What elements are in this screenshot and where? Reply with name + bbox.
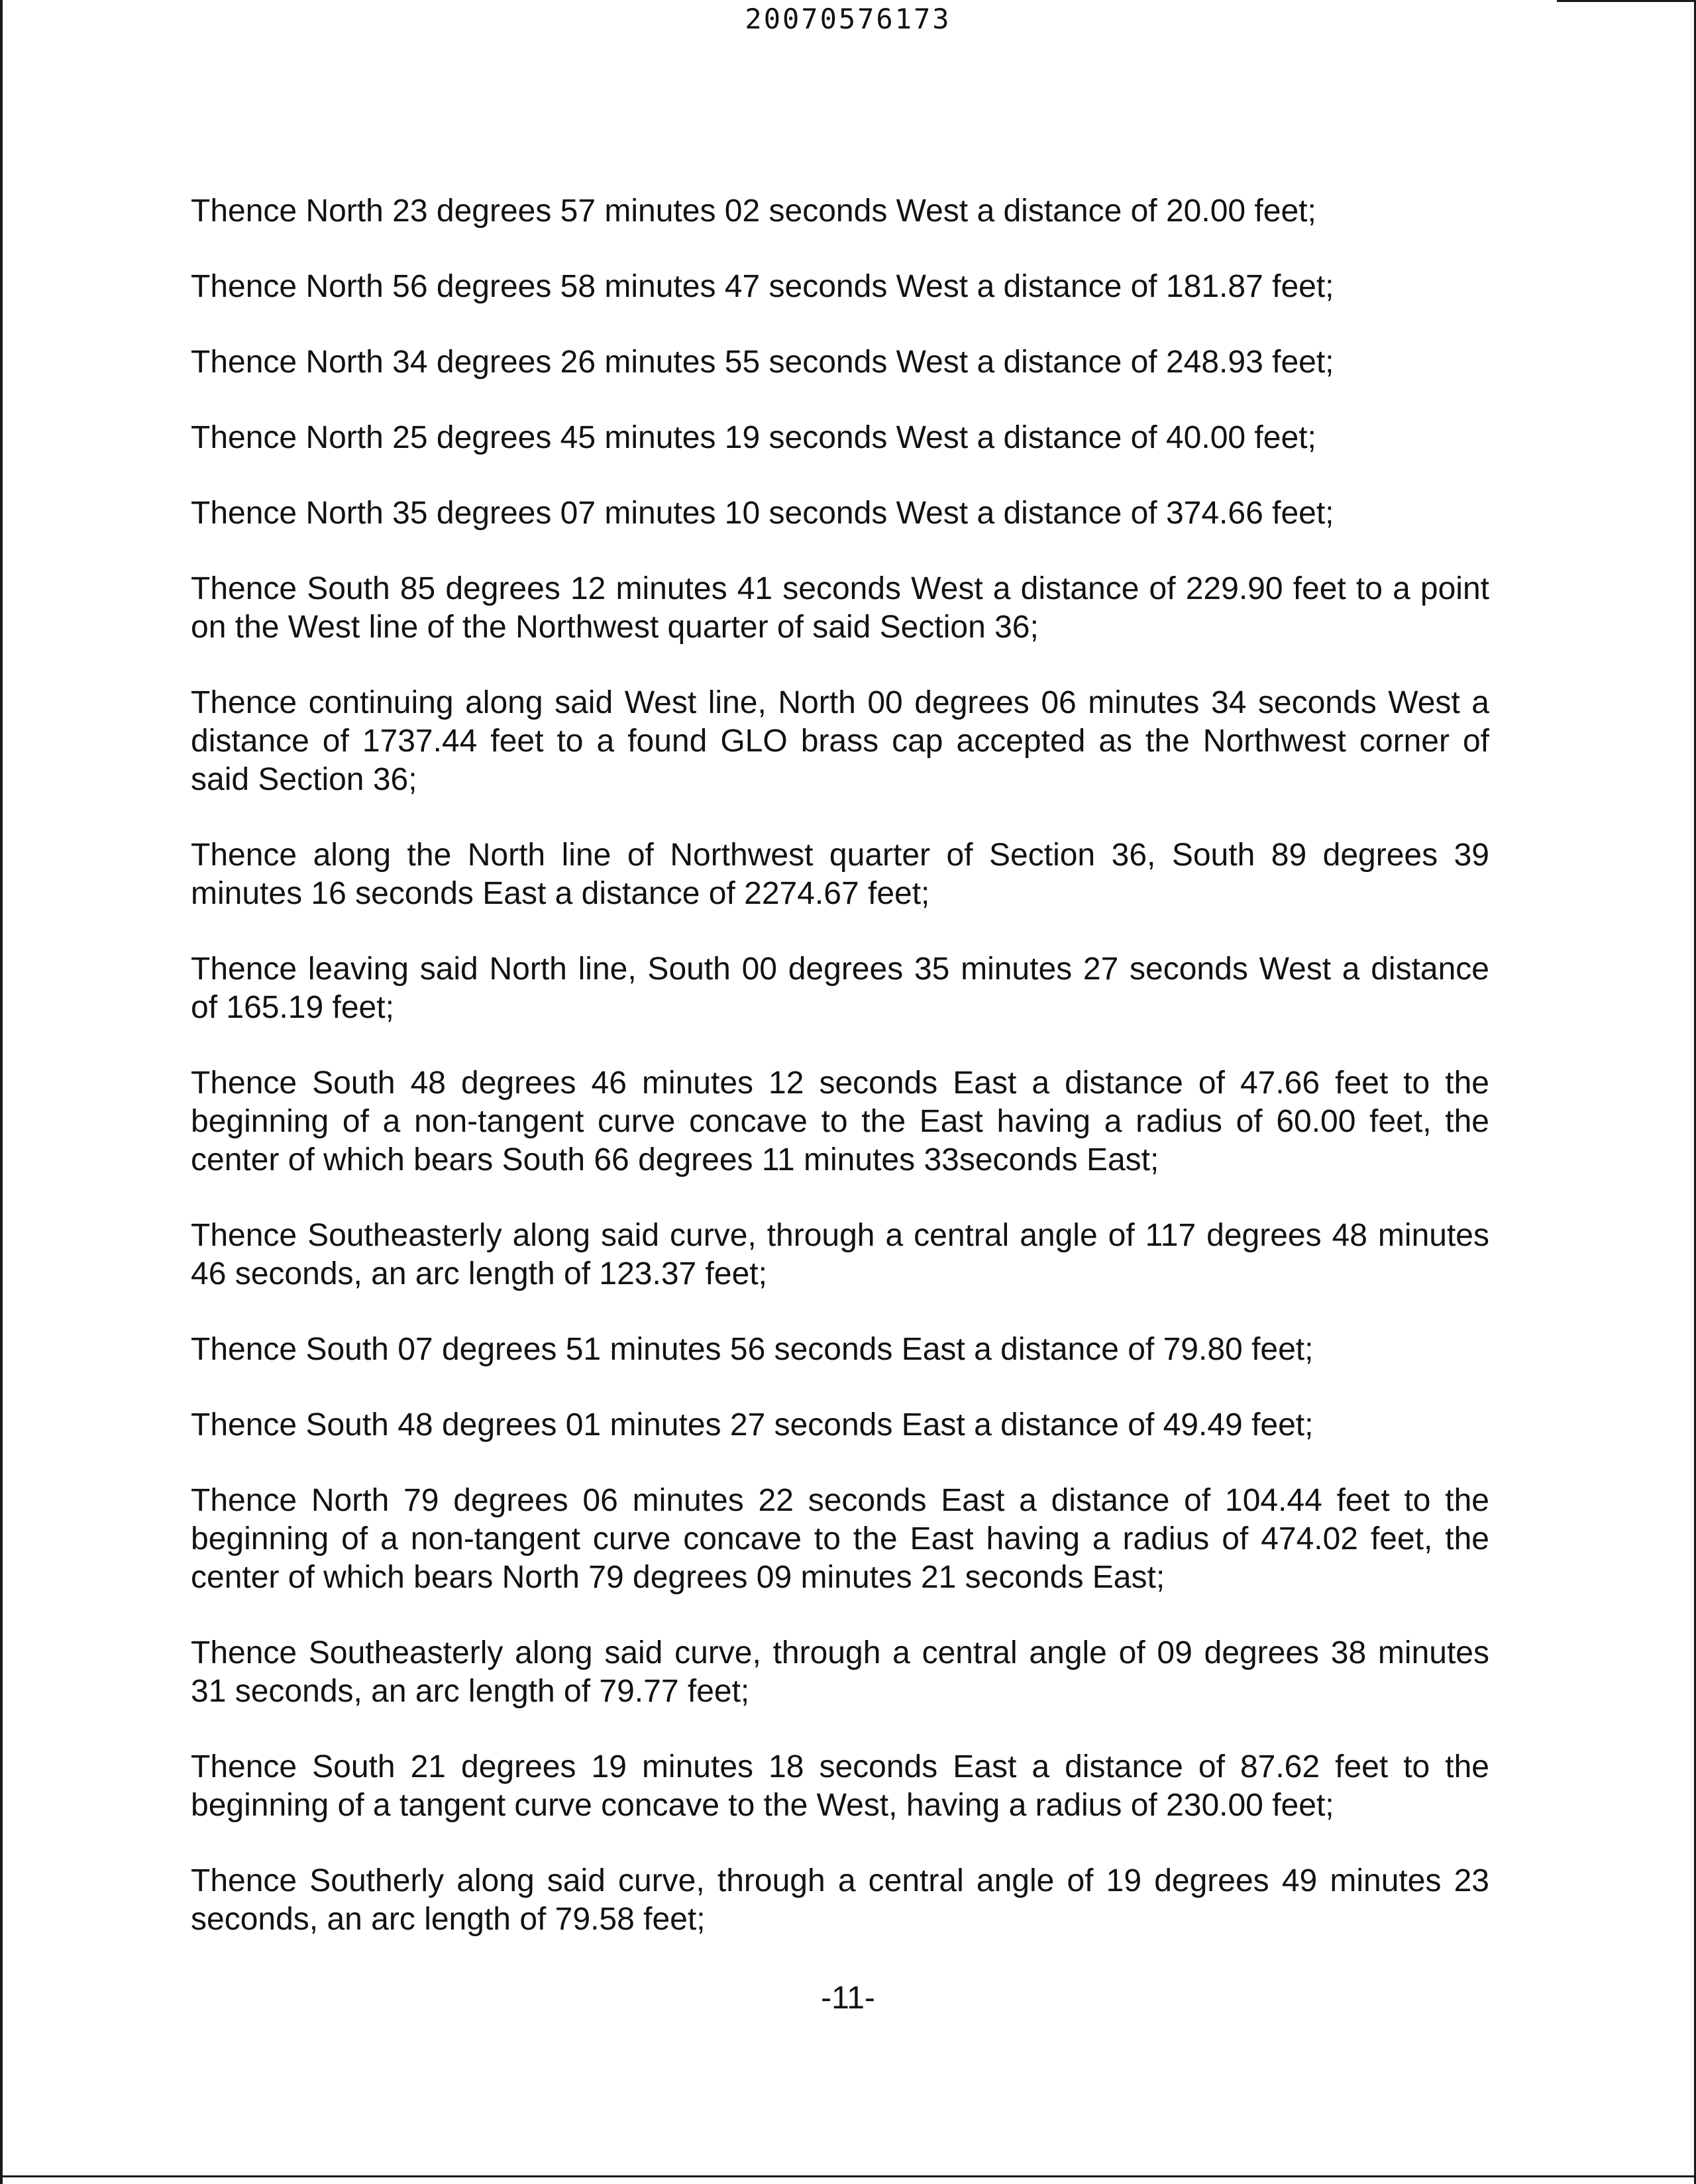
course-paragraph: Thence along the North line of Northwest quarter of Section 36, South 89 degrees 39 minutes 16 seconds East a distance of 2274.67 feet; [191, 838, 1489, 911]
course-paragraph: Thence leaving said North line, South 00 degrees 35 minutes 27 seconds West a distance of 165.19 feet; [191, 952, 1489, 1025]
course-paragraph: Thence North 23 degrees 57 minutes 02 seconds West a distance of 20.00 feet; [191, 193, 1316, 229]
course-paragraph: Thence North 34 degrees 26 minutes 55 seconds West a distance of 248.93 feet; [191, 345, 1334, 380]
course-paragraph: Thence North 56 degrees 58 minutes 47 seconds West a distance of 181.87 feet; [191, 269, 1334, 304]
scan-border-left [0, 0, 3, 2184]
course-paragraph: Thence South 48 degrees 46 minutes 12 seconds East a distance of 47.66 feet to the beginning of a non-tangent curve concave to the East having a radius of 60.00 feet, the center of which bears South 66 degrees 11 minutes 33seconds East; [191, 1065, 1489, 1177]
scan-border-bottom [0, 2175, 1696, 2177]
course-paragraph: Thence South 07 degrees 51 minutes 56 seconds East a distance of 79.80 feet; [191, 1332, 1314, 1367]
course-paragraph: Thence continuing along said West line, North 00 degrees 06 minutes 34 seconds West a distance of 1737.44 feet to a found GLO brass cap accepted as the Northwest corner of said Section 36; [191, 685, 1489, 797]
course-paragraph: Thence Southerly along said curve, through a central angle of 19 degrees 49 minutes 23 seconds, an arc length of 79.58 feet; [191, 1863, 1489, 1937]
document-number: 20070576173 [745, 3, 951, 35]
scan-border-top [1557, 0, 1696, 2]
course-paragraph: Thence North 25 degrees 45 minutes 19 seconds West a distance of 40.00 feet; [191, 420, 1316, 455]
course-paragraph: Thence Southeasterly along said curve, through a central angle of 09 degrees 38 minutes 31 seconds, an arc length of 79.77 feet; [191, 1635, 1489, 1709]
course-paragraph: Thence South 48 degrees 01 minutes 27 seconds East a distance of 49.49 feet; [191, 1407, 1314, 1443]
page-number: -11- [821, 1981, 875, 2016]
course-paragraph: Thence South 85 degrees 12 minutes 41 seconds West a distance of 229.90 feet to a point on the West line of the Northwest quarter of said Section 36; [191, 571, 1489, 645]
legal-description-body [191, 192, 1489, 1976]
course-paragraph: Thence South 21 degrees 19 minutes 18 seconds East a distance of 87.62 feet to the beginning of a tangent curve concave to the West, having a radius of 230.00 feet; [191, 1749, 1489, 1823]
course-paragraph: Thence Southeasterly along said curve, through a central angle of 117 degrees 48 minutes 46 seconds, an arc length of 123.37 feet; [191, 1218, 1489, 1291]
course-paragraph: Thence North 35 degrees 07 minutes 10 seconds West a distance of 374.66 feet; [191, 496, 1334, 531]
course-paragraph: Thence North 79 degrees 06 minutes 22 seconds East a distance of 104.44 feet to the beginning of a non-tangent curve concave to the East having a radius of 474.02 feet, the center of which bears North 79 degrees 09 minutes 21 seconds East; [191, 1483, 1489, 1595]
